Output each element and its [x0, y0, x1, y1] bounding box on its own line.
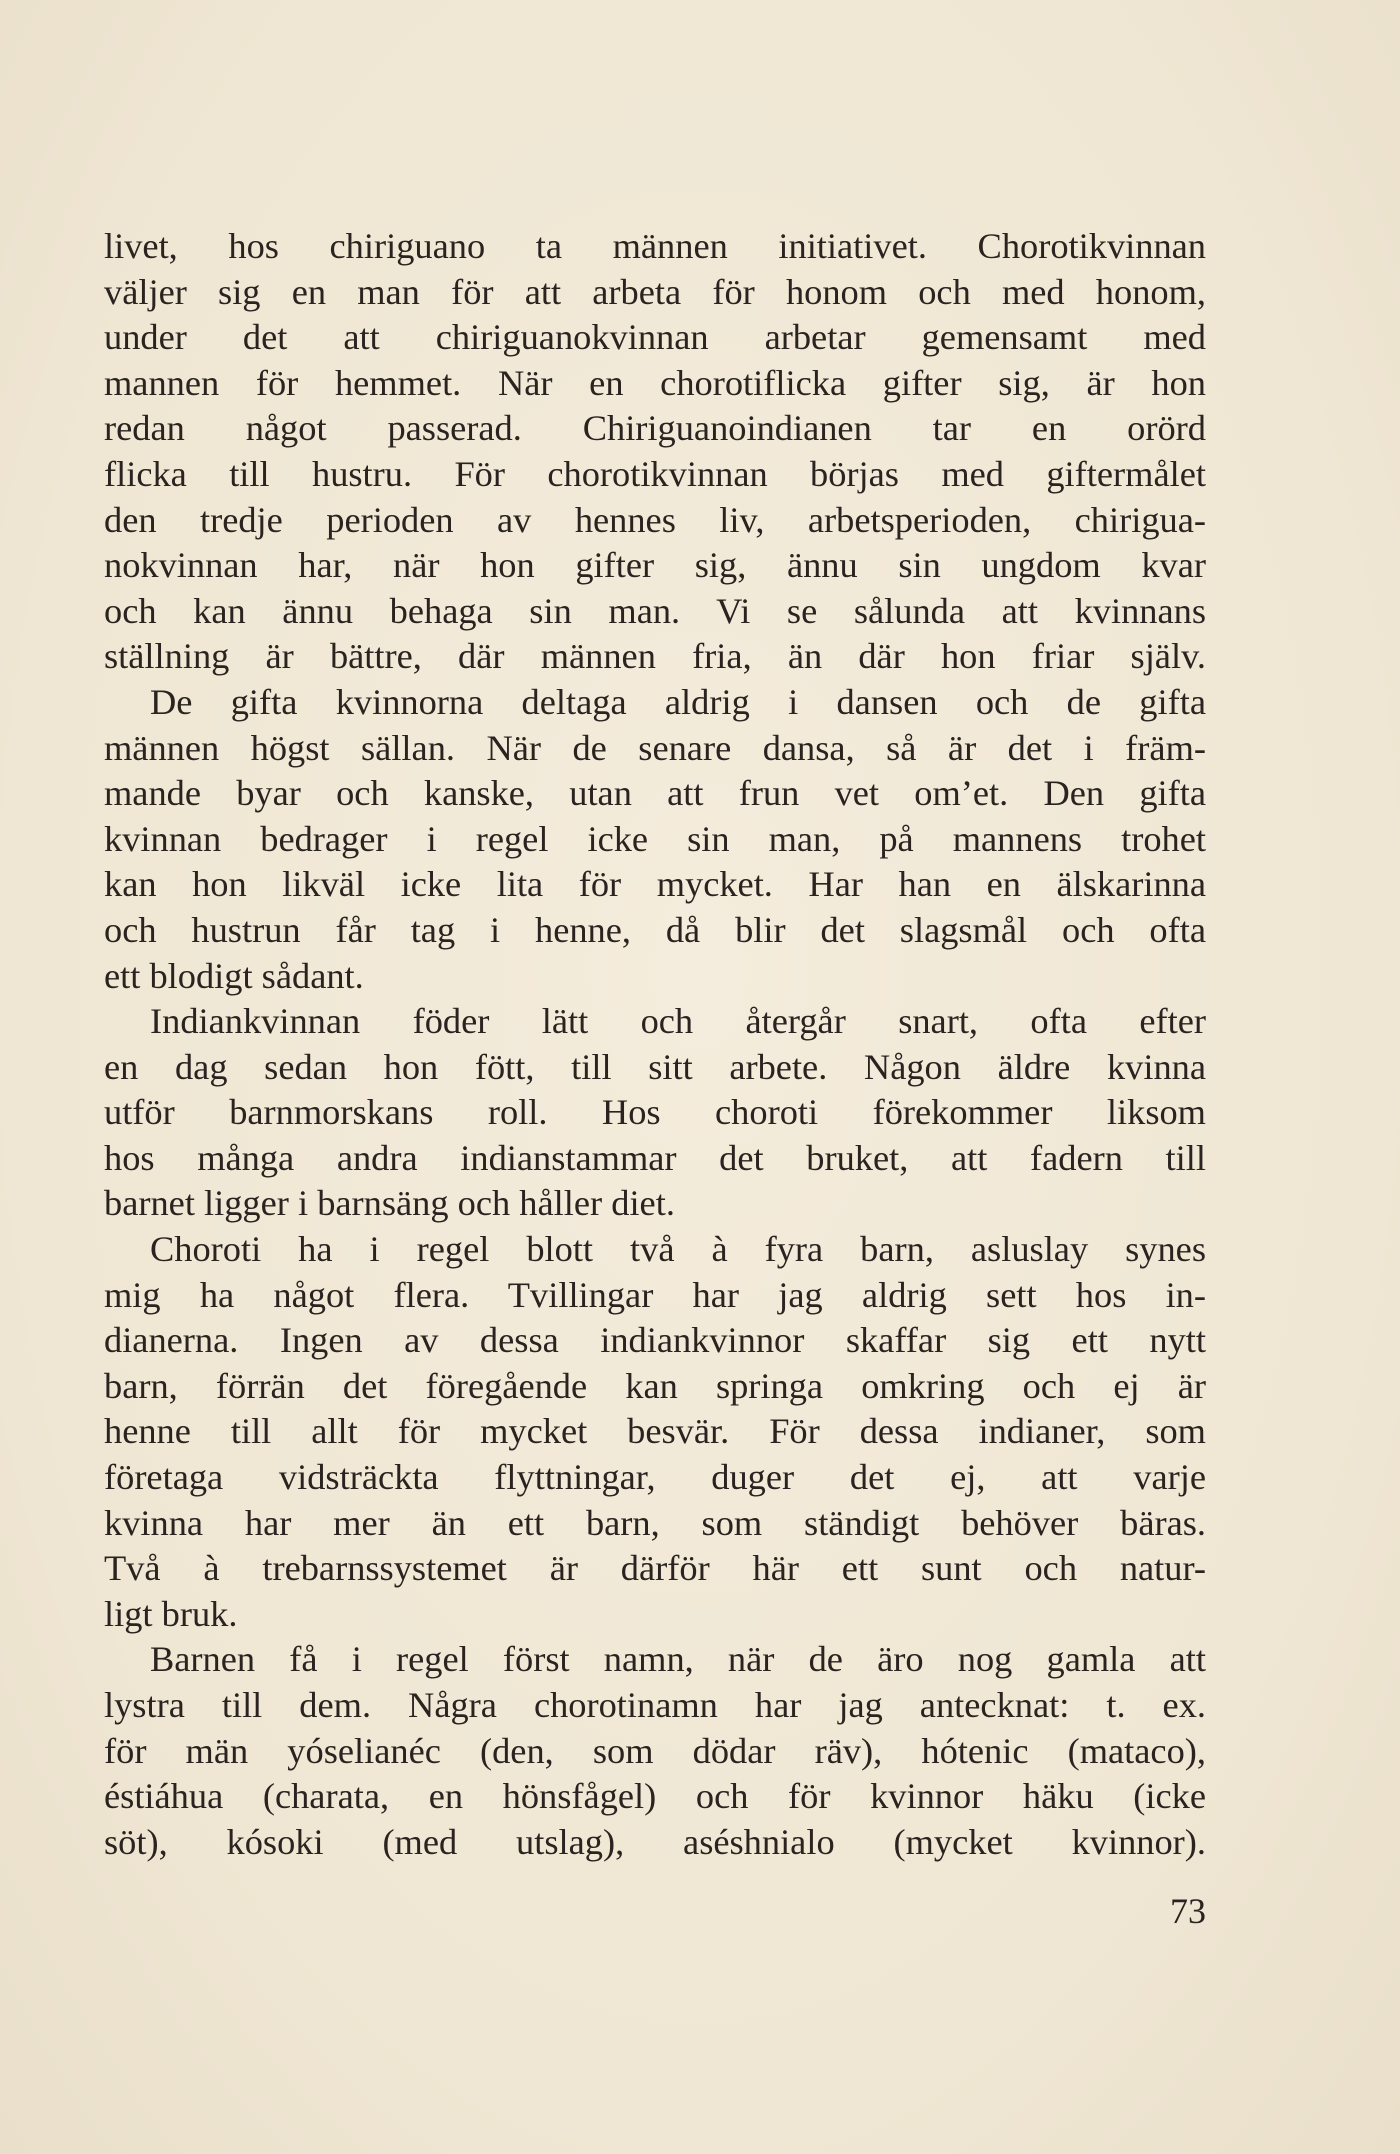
text-line: en dag sedan hon fött, till sitt arbete. Någon äldre kvinna — [104, 1046, 1206, 1087]
text-line: den tredje perioden av hennes liv, arbetsperioden, chirigua- — [104, 499, 1206, 540]
text-line: för män yóselianéc (den, som dödar räv), hótenic (mataco), — [104, 1730, 1206, 1771]
text-line: nokvinnan har, när hon gifter sig, ännu sin ungdom kvar — [104, 545, 1206, 586]
text-line: mannen för hemmet. När en chorotiflicka gifter sig, är hon — [104, 362, 1206, 403]
text-line: Barnen få i regel först namn, när de äro nog gamla att — [150, 1639, 1206, 1680]
text-line: företaga vidsträckta flyttningar, duger det ej, att varje — [104, 1457, 1206, 1498]
text-line: ställning är bättre, där männen fria, än där hon friar själv. — [104, 636, 1206, 677]
text-line: barnet ligger i barnsäng och håller diet. — [104, 1183, 675, 1224]
text-line: mig ha något flera. Tvillingar har jag aldrig sett hos in- — [104, 1274, 1206, 1315]
text-line: och kan ännu behaga sin man. Vi se sålunda att kvinnans — [104, 590, 1206, 631]
text-line: under det att chiriguanokvinnan arbetar gemensamt med — [104, 317, 1206, 358]
text-line: redan något passerad. Chiriguanoindianen tar en orörd — [104, 408, 1206, 449]
text-line: kvinnan bedrager i regel icke sin man, på mannens trohet — [104, 818, 1206, 859]
text-line: Indiankvinnan föder lätt och återgår snart, ofta efter — [150, 1001, 1206, 1042]
page-number: 73 — [1170, 1891, 1206, 1931]
text-line: Två à trebarnssystemet är därför här ett sunt och natur- — [104, 1548, 1206, 1589]
text-line: ett blodigt sådant. — [104, 955, 364, 996]
text-line: henne till allt för mycket besvär. För dessa indianer, som — [104, 1411, 1206, 1452]
text-line: lystra till dem. Några chorotinamn har jag antecknat: t. ex. — [104, 1685, 1206, 1725]
text-line: barn, förrän det föregående kan springa omkring och ej är — [104, 1365, 1206, 1406]
text-line: livet, hos chiriguano ta männen initiativet. Chorotikvinnan — [104, 226, 1206, 266]
text-line: ligt bruk. — [104, 1593, 238, 1634]
text-line: utför barnmorskans roll. Hos choroti förekommer liksom — [104, 1092, 1206, 1133]
text-line: männen högst sällan. När de senare dansa, så är det i främ- — [104, 727, 1206, 768]
text-line: Choroti ha i regel blott två à fyra barn, asluslay synes — [150, 1229, 1206, 1270]
text-line: hos många andra indianstammar det bruket, att fadern till — [104, 1137, 1206, 1178]
text-line: mande byar och kanske, utan att frun vet om’et. Den gifta — [104, 773, 1206, 814]
text-line: dianerna. Ingen av dessa indiankvinnor skaffar sig ett nytt — [104, 1320, 1206, 1361]
text-line: kan hon likväl icke lita för mycket. Har han en älskarinna — [104, 864, 1206, 905]
text-line: éstiáhua (charata, en hönsfågel) och för kvinnor häku (icke — [104, 1776, 1206, 1817]
text-line: flicka till hustru. För chorotikvinnan börjas med giftermålet — [104, 453, 1206, 494]
body-text — [104, 224, 1206, 1865]
text-line: De gifta kvinnorna deltaga aldrig i dansen och de gifta — [150, 681, 1206, 722]
text-line: söt), kósoki (med utslag), aséshnialo (mycket kvinnor). — [104, 1821, 1206, 1862]
text-line: och hustrun får tag i henne, då blir det slagsmål och ofta — [104, 909, 1206, 950]
text-line: väljer sig en man för att arbeta för honom och med honom, — [104, 271, 1206, 312]
text-line: kvinna har mer än ett barn, som ständigt behöver bäras. — [104, 1502, 1206, 1543]
